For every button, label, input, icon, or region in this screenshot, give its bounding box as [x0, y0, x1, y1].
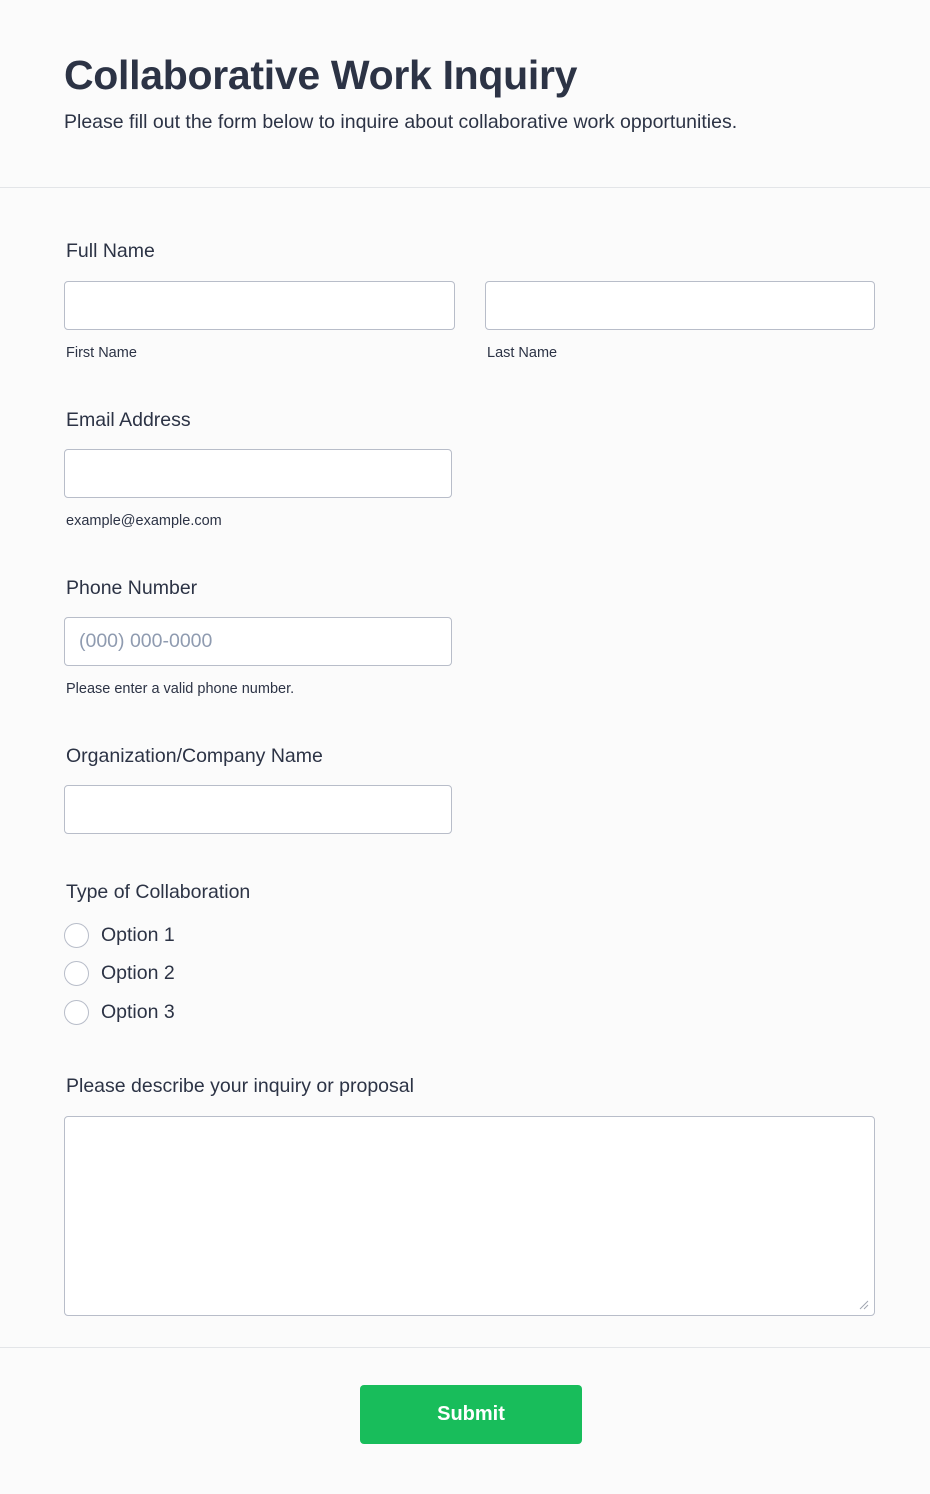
- phone-label: Phone Number: [66, 577, 198, 599]
- email-label: Email Address: [66, 409, 191, 431]
- submit-button[interactable]: Submit: [360, 1385, 582, 1444]
- radio-option-label[interactable]: Option 1: [101, 923, 175, 946]
- inquiry-label: Please describe your inquiry or proposal: [66, 1075, 414, 1097]
- radio-option-3[interactable]: [64, 999, 175, 1025]
- form-title: Collaborative Work Inquiry: [64, 52, 578, 98]
- first-name-input[interactable]: [64, 281, 455, 330]
- radio-option-2[interactable]: [64, 960, 175, 986]
- email-input[interactable]: [64, 449, 452, 498]
- last-name-input[interactable]: [485, 281, 875, 330]
- phone-sublabel: Please enter a valid phone number.: [66, 681, 295, 697]
- first-name-sublabel: First Name: [66, 345, 137, 361]
- last-name-sublabel: Last Name: [487, 345, 558, 361]
- email-sublabel: example@example.com: [66, 513, 222, 529]
- radio-button[interactable]: [64, 1000, 89, 1025]
- resize-grip-icon[interactable]: [857, 1298, 869, 1310]
- organization-label: Organization/Company Name: [66, 745, 323, 767]
- inquiry-textarea[interactable]: [64, 1116, 875, 1316]
- form-header: [0, 0, 930, 188]
- radio-button[interactable]: [64, 923, 89, 948]
- organization-input[interactable]: [64, 785, 452, 834]
- radio-option-label[interactable]: Option 2: [101, 961, 175, 984]
- collaboration-type-label: Type of Collaboration: [66, 881, 251, 903]
- phone-input[interactable]: [64, 617, 452, 666]
- radio-option-label[interactable]: Option 3: [101, 1000, 175, 1023]
- full-name-label: Full Name: [66, 240, 155, 262]
- form-subtitle: Please fill out the form below to inquire about collaborative work opportunities.: [64, 111, 738, 133]
- radio-button[interactable]: [64, 961, 89, 986]
- footer-divider: [0, 1347, 930, 1348]
- radio-option-1[interactable]: [64, 922, 175, 948]
